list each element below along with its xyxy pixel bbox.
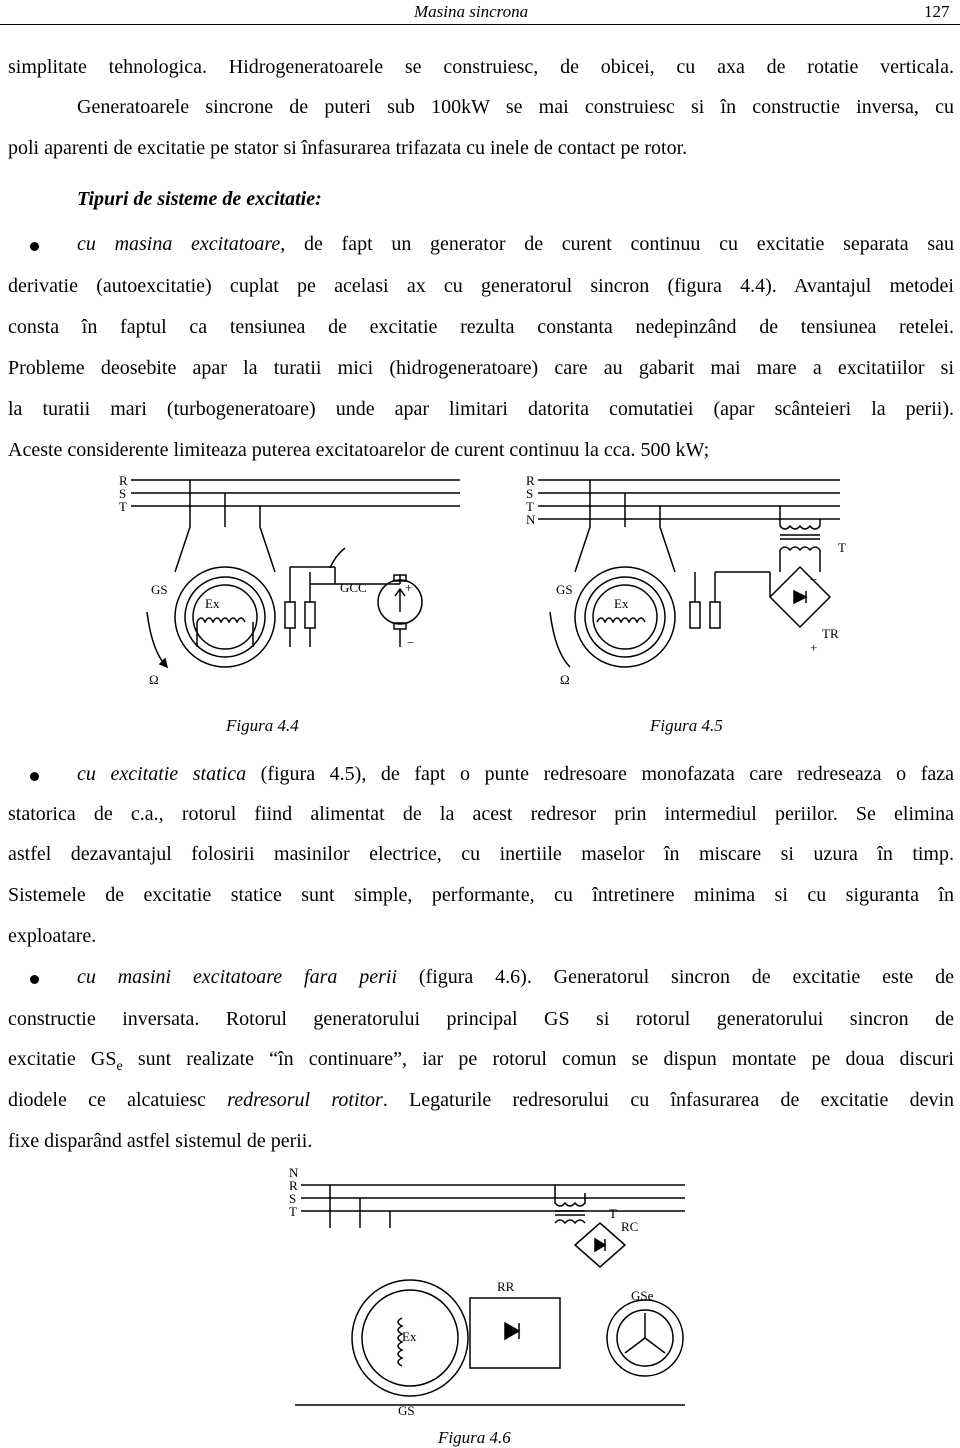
- caption-figura-4-4: Figura 4.4: [226, 716, 299, 735]
- svg-text:Ex: Ex: [402, 1329, 417, 1344]
- label-S: S: [119, 486, 127, 501]
- caption-figura-4-5: Figura 4.5: [650, 716, 723, 735]
- bullet-line: cu masini excitatoare fara perii (figura 4.6). Generatorul sincron de excitatie este de: [77, 966, 954, 988]
- bullet-term: cu masina excitatoare,: [77, 233, 286, 255]
- label-GCC: GCC: [340, 580, 367, 595]
- label-omega: Ω: [149, 672, 159, 687]
- svg-text:RR: RR: [497, 1279, 515, 1294]
- bullet: [30, 975, 39, 984]
- svg-text:−: −: [810, 572, 818, 587]
- svg-text:RC: RC: [621, 1219, 639, 1234]
- text-line: simplitate tehnologica. Hidrogeneratoarele se construiesc, de obicei, cu axa de rotatie verticala.: [8, 56, 954, 78]
- text-line: diodele ce alcatuiesc redresorul rotitor. Legaturile redresorului cu înfasurarea de excitatie devin: [8, 1089, 955, 1111]
- figure-4-6-diagram: [285, 1163, 705, 1425]
- page-header: [0, 0, 960, 25]
- svg-text:Ω: Ω: [560, 672, 570, 687]
- bullet: [30, 772, 39, 781]
- text-line: Probleme deosebite apar la turatii mici (hidrogeneratoare) care au gabarit mai mare a excitatiilor si: [8, 357, 954, 379]
- svg-text:TR: TR: [822, 626, 839, 641]
- text-line: constructie inversata. Rotorul generatorului principal GS si rotorul generatorului sincron de: [8, 1008, 954, 1030]
- text-line: derivatie (autoexcitatie) cuplat pe acelasi ax cu generatorul sincron (figura 4.4). Avantajul metodei: [8, 275, 954, 297]
- label-Ex: Ex: [205, 596, 220, 611]
- text-line: consta în faptul ca tensiunea de excitatie rezulta constanta nedepinzând de tensiunea retelei.: [8, 316, 954, 338]
- bullet: [30, 242, 39, 251]
- svg-text:T: T: [838, 540, 846, 555]
- svg-text:GSe: GSe: [631, 1288, 654, 1303]
- svg-text:R: R: [526, 473, 535, 488]
- caption-figura-4-6: Figura 4.6: [438, 1428, 511, 1447]
- text-line: Aceste considerente limiteaza puterea excitatoarelor de curent continuu la cca. 500 kW;: [8, 439, 710, 461]
- header-title: Masina sincrona: [414, 2, 529, 21]
- page-number: 127: [924, 2, 950, 21]
- label-plus: +: [405, 580, 413, 595]
- svg-text:T: T: [289, 1204, 297, 1219]
- text-line: excitatie $GS_e$ sunt realizate “în continuare”, iar pe rotorul comun se dispun montate pe doua discuri: [8, 1048, 954, 1074]
- svg-text:GS: GS: [556, 582, 573, 597]
- label-R: R: [119, 473, 128, 488]
- svg-text:T: T: [609, 1206, 617, 1221]
- text-line: fixe disparând astfel sistemul de perii.: [8, 1130, 313, 1152]
- bullet-line: cu masina excitatoare, de fapt un generator de curent continuu cu excitatie separata sau: [77, 233, 954, 255]
- text-line: astfel dezavantajul folosirii masinilor electrice, cu inertiile maselor în miscare si uzura în timp.: [8, 843, 954, 865]
- svg-text:Ex: Ex: [614, 596, 629, 611]
- svg-text:N: N: [289, 1165, 299, 1180]
- figure-4-5-diagram: [520, 472, 850, 702]
- text-line: la turatii mari (turbogeneratoare) unde apar limitari datorita comutatiei (apar scânteieri la perii).: [8, 398, 954, 420]
- section-title: Tipuri de sisteme de excitatie:: [77, 188, 322, 210]
- bullet-line: cu excitatie statica (figura 4.5), de fapt o punte redresoare monofazata care redreseaza o faza: [77, 763, 954, 785]
- svg-text:S: S: [526, 486, 534, 501]
- svg-text:N: N: [526, 512, 536, 527]
- text-line: statorica de c.a., rotorul fiind alimentat de la acest redresor prin intermediul periilor. Se elimina: [8, 803, 954, 825]
- label-GS: GS: [151, 582, 168, 597]
- svg-text:T: T: [526, 499, 534, 514]
- label-minus: −: [407, 635, 415, 650]
- svg-text:GS: GS: [398, 1403, 415, 1418]
- svg-text:+: +: [810, 640, 818, 655]
- label-T: T: [119, 499, 127, 514]
- text-line: exploatare.: [8, 925, 97, 947]
- bullet-term: cu excitatie statica: [77, 763, 247, 785]
- svg-text:S: S: [289, 1191, 297, 1206]
- text-line: Sistemele de excitatie statice sunt simple, performante, cu întretinere minima si cu siguranta în: [8, 884, 954, 906]
- text-line: Generatoarele sincrone de puteri sub 100kW se mai construiesc si în constructie inversa, cu: [77, 96, 954, 118]
- text-line: poli aparenti de excitatie pe stator si înfasurarea trifazata cu inele de contact pe rotor.: [8, 137, 688, 159]
- bullet-term: cu masini excitatoare fara perii: [77, 966, 398, 988]
- svg-text:R: R: [289, 1178, 298, 1193]
- figure-4-4-diagram: [115, 472, 465, 702]
